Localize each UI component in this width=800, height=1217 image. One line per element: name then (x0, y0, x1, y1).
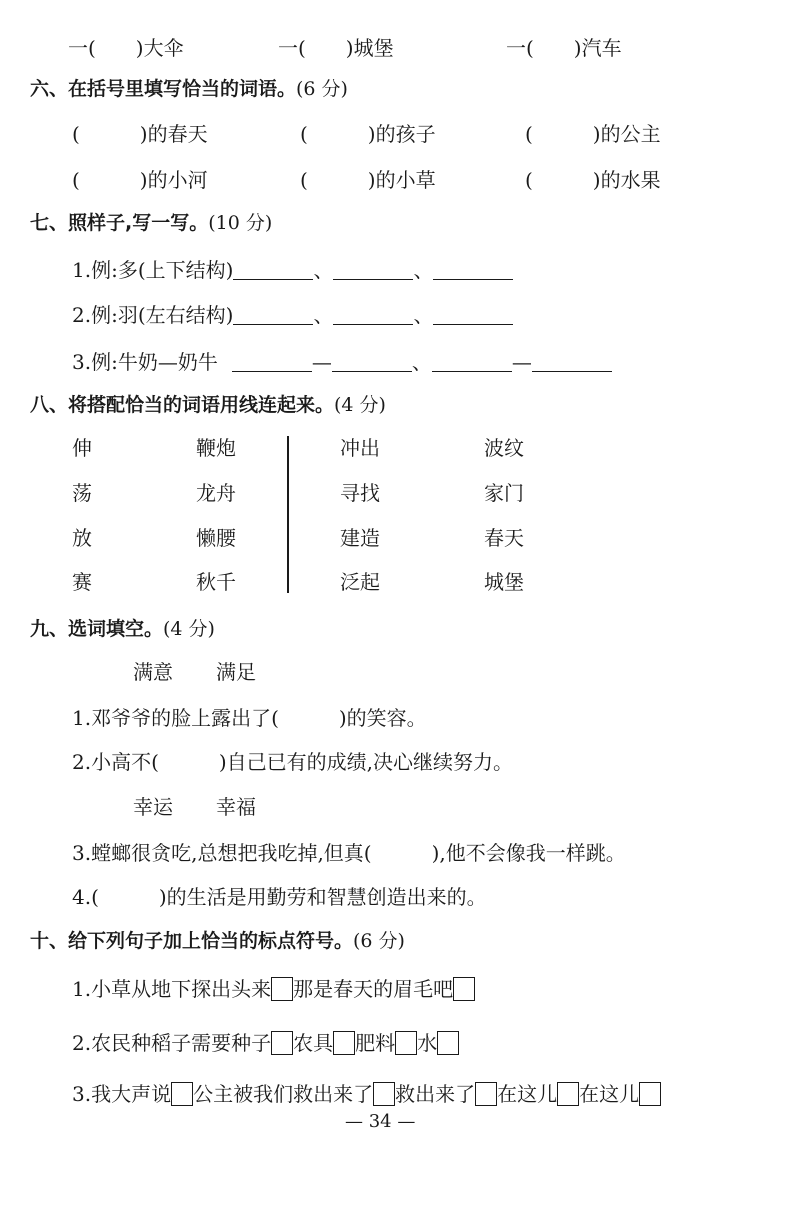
s7-line-1-text: 1.例:多(上下结构) (72, 258, 234, 282)
section-7-title: 七、照样子,写一写。 (30, 212, 209, 234)
s6-r2-c3: ( )的水果 (525, 168, 661, 192)
sentence-part: 1.小草从地下探出头来 (72, 977, 272, 1001)
match-word[interactable]: 寻找 (340, 481, 380, 505)
punctuation-box[interactable] (373, 1082, 395, 1106)
punctuation-box[interactable] (171, 1082, 193, 1106)
answer-blank[interactable] (332, 353, 412, 372)
punctuation-box[interactable] (639, 1082, 661, 1106)
punctuation-box[interactable] (437, 1031, 459, 1055)
match-word[interactable]: 秋千 (196, 570, 236, 594)
section-10-heading (30, 932, 405, 951)
s9-sentence-1: 1.邓爷爷的脸上露出了( )的笑容。 (72, 706, 427, 730)
comma: 、 (411, 350, 432, 374)
page-number: — 34 — (345, 1111, 416, 1132)
punctuation-box[interactable] (475, 1082, 497, 1106)
measure-word-item-2: 一( )城堡 (278, 36, 394, 60)
comma: 、 (413, 258, 434, 282)
comma: 、 (313, 303, 334, 327)
section-9-title: 九、选词填空。 (30, 618, 164, 640)
match-word[interactable]: 荡 (72, 481, 92, 505)
s7-line-3 (72, 352, 612, 372)
section-9-heading (30, 620, 215, 639)
sentence-part: 那是春天的眉毛吧 (293, 977, 454, 1001)
section-7-points: (10 分) (208, 212, 273, 234)
sentence-part: 水 (417, 1031, 438, 1055)
measure-word-item-1: 一( )大伞 (68, 36, 184, 60)
s9-sentence-3: 3.螳螂很贪吃,总想把我吃掉,但真( ),他不会像我一样跳。 (72, 841, 626, 865)
s7-line-3-text: 3.例:牛奶—奶牛 (72, 350, 218, 374)
punctuation-box[interactable] (557, 1082, 579, 1106)
punctuation-box[interactable] (395, 1031, 417, 1055)
answer-blank[interactable] (233, 306, 313, 325)
s7-line-2 (72, 305, 513, 325)
s9-sentence-4: 4.( )的生活是用勤劳和智慧创造出来的。 (72, 885, 487, 909)
word-option: 幸福 (216, 795, 256, 819)
match-word[interactable]: 城堡 (484, 570, 524, 594)
answer-blank[interactable] (333, 261, 413, 280)
word-option: 满足 (216, 660, 256, 684)
comma: 、 (413, 303, 434, 327)
s9-sentence-2: 2.小高不( )自己已有的成绩,决心继续努力。 (72, 750, 514, 774)
sentence-part: 在这儿 (579, 1082, 640, 1106)
s6-r1-c2: ( )的孩子 (300, 122, 436, 146)
sentence-part: 在这儿 (497, 1082, 558, 1106)
sentence-part: 2.农民种稻子需要种子 (72, 1031, 272, 1055)
sentence-part: 肥料 (355, 1031, 396, 1055)
answer-blank[interactable] (432, 353, 512, 372)
answer-blank[interactable] (433, 261, 513, 280)
sentence-part: 公主被我们救出来了 (193, 1082, 374, 1106)
match-word[interactable]: 建造 (340, 526, 380, 550)
match-word[interactable]: 赛 (72, 570, 92, 594)
answer-blank[interactable] (333, 306, 413, 325)
section-6-title: 六、在括号里填写恰当的词语。 (30, 78, 297, 100)
column-divider (287, 436, 289, 593)
word-option: 幸运 (133, 795, 173, 819)
sentence-part: 农具 (293, 1031, 334, 1055)
comma: 、 (313, 258, 334, 282)
dash: — (311, 350, 332, 374)
match-word[interactable]: 春天 (484, 526, 524, 550)
measure-word-item-3: 一( )汽车 (506, 36, 622, 60)
answer-blank[interactable] (232, 353, 312, 372)
match-word[interactable]: 懒腰 (196, 526, 236, 550)
match-word[interactable]: 家门 (484, 481, 524, 505)
s6-r1-c1: ( )的春天 (72, 122, 208, 146)
punctuation-box[interactable] (271, 1031, 293, 1055)
match-word[interactable]: 放 (72, 526, 92, 550)
s7-line-2-text: 2.例:羽(左右结构) (72, 303, 234, 327)
s6-r1-c3: ( )的公主 (525, 122, 661, 146)
section-8-heading (30, 396, 386, 415)
s10-sentence-2 (72, 1031, 459, 1055)
s6-r2-c2: ( )的小草 (300, 168, 436, 192)
match-word[interactable]: 波纹 (484, 436, 524, 460)
match-word[interactable]: 鞭炮 (196, 436, 236, 460)
section-10-title: 十、给下列句子加上恰当的标点符号。 (30, 930, 354, 952)
s10-sentence-3 (72, 1082, 661, 1106)
punctuation-box[interactable] (271, 977, 293, 1001)
answer-blank[interactable] (433, 306, 513, 325)
punctuation-box[interactable] (333, 1031, 355, 1055)
match-word[interactable]: 伸 (72, 436, 92, 460)
answer-blank[interactable] (233, 261, 313, 280)
section-10-points: (6 分) (353, 930, 405, 952)
s6-r2-c1: ( )的小河 (72, 168, 208, 192)
match-word[interactable]: 泛起 (340, 570, 380, 594)
answer-blank[interactable] (532, 353, 612, 372)
sentence-part: 3.我大声说 (72, 1082, 172, 1106)
s10-sentence-1 (72, 977, 475, 1001)
section-8-title: 八、将搭配恰当的词语用线连起来。 (30, 394, 335, 416)
dash: — (511, 350, 532, 374)
section-6-points: (6 分) (296, 78, 348, 100)
section-9-points: (4 分) (163, 618, 215, 640)
section-6-heading (30, 80, 348, 99)
s7-line-1 (72, 260, 513, 280)
match-word[interactable]: 冲出 (340, 436, 380, 460)
match-word[interactable]: 龙舟 (196, 481, 236, 505)
sentence-part: 救出来了 (395, 1082, 476, 1106)
word-option: 满意 (133, 660, 173, 684)
section-7-heading (30, 214, 272, 233)
punctuation-box[interactable] (453, 977, 475, 1001)
section-8-points: (4 分) (334, 394, 386, 416)
